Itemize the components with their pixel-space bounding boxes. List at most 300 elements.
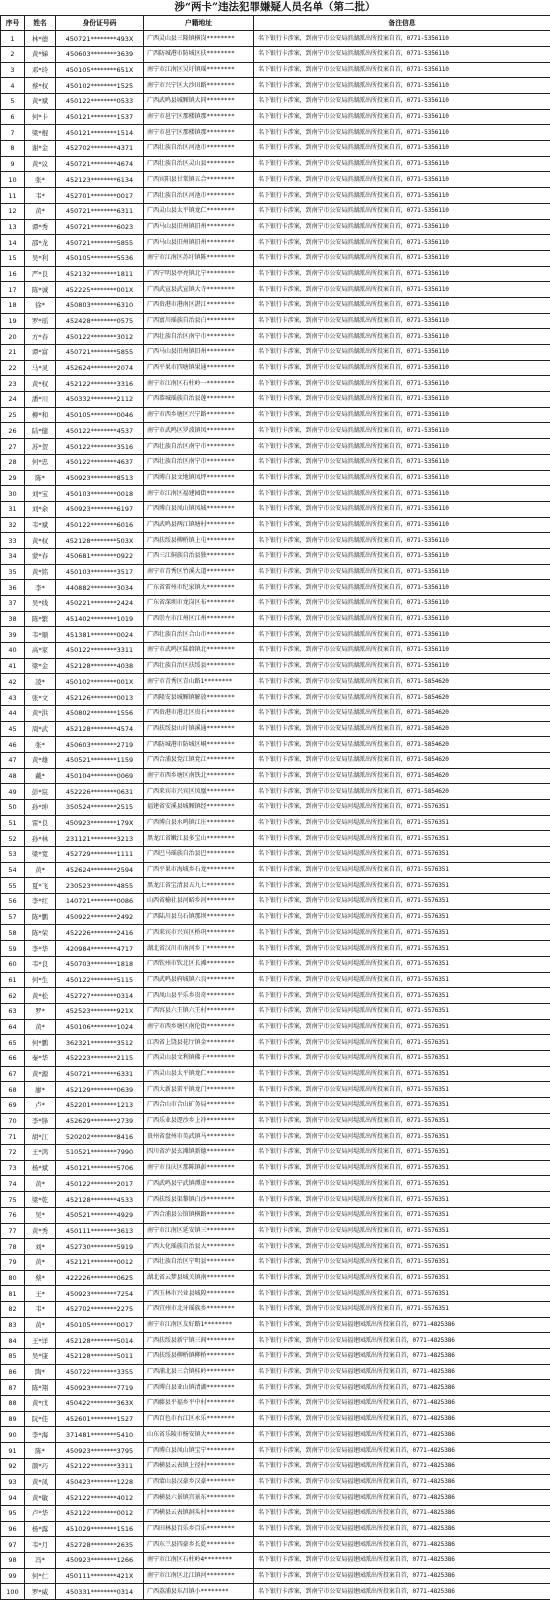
table-row	[1, 360, 550, 376]
cell-id-number: 452226********0631	[56, 784, 144, 800]
cell-address: 广西富川瑶族自治县白********	[144, 313, 254, 329]
cell-note: 名下银行卡涉案，到南宁市公安局河堤派出所投案自首，0771-5576351	[254, 815, 550, 831]
cell-note: 名下银行卡涉案，到南宁市公安局河堤派出所投案自首，0771-5576351	[254, 799, 550, 815]
cell-index: 29	[1, 470, 25, 486]
cell-id-number: 452128********4533	[56, 1192, 144, 1208]
cell-address: 南宁市西乡塘区南伦街********	[144, 1019, 254, 1035]
cell-index: 11	[1, 188, 25, 204]
cell-index: 65	[1, 1035, 25, 1051]
cell-note: 名下银行卡涉案，到南宁市公安局河堤派出所投案自首，0771-5576351	[254, 925, 550, 941]
cell-note: 名下银行卡涉案，到南宁市公安局河堤派出所投案自首，0771-5576351	[254, 1239, 550, 1255]
cell-note: 名下银行卡涉案，到南宁市公安局星湖派出所投案自首，0771-5854620	[254, 705, 550, 721]
cell-name: 梁*金	[25, 658, 56, 674]
cell-address: 广西百色市右江区永乐********	[144, 1411, 254, 1427]
cell-id-number: 231121********3213	[56, 831, 144, 847]
cell-id-number: 450923********7719	[56, 1380, 144, 1396]
table-row	[1, 1427, 550, 1443]
cell-address: 南宁市邕宁区那楼镇那********	[144, 109, 254, 125]
cell-id-number: 450721********6331	[56, 1066, 144, 1082]
table-row	[1, 486, 550, 502]
cell-index: 50	[1, 799, 25, 815]
cell-id-number: 452122********4012	[56, 1490, 144, 1506]
cell-note: 名下银行卡涉案，到南宁市公安局滨湖派出所投案自首，0771-5356110	[254, 172, 550, 188]
cell-id-number: 452122********3311	[56, 1458, 144, 1474]
table-row	[1, 972, 550, 988]
cell-index: 90	[1, 1427, 25, 1443]
cell-note: 名下银行卡涉案，到南宁市公安局滨湖派出所投案自首，0771-5356110	[254, 188, 550, 204]
cell-id-number: 452132********1811	[56, 266, 144, 282]
cell-index: 69	[1, 1098, 25, 1114]
cell-id-number: 451381********0024	[56, 627, 144, 643]
cell-note: 名下银行卡涉案，到南宁市公安局河堤派出所投案自首，0771-5576351	[254, 878, 550, 894]
cell-name: 罗*瑶	[25, 313, 56, 329]
cell-address: 广西玉林市兴业县城隍********	[144, 1286, 254, 1302]
cell-id-number: 450121********1537	[56, 109, 144, 125]
table-row	[1, 1396, 550, 1412]
cell-name: 黄*敏	[25, 1490, 56, 1506]
cell-id-number: 450721********493X	[56, 31, 144, 47]
cell-name: 胡*江	[25, 1129, 56, 1145]
cell-note: 名下银行卡涉案，到南宁市公安局星湖派出所投案自首，0771-5854620	[254, 674, 550, 690]
cell-name: 马*灵	[25, 360, 56, 376]
table-row	[1, 925, 550, 941]
cell-index: 17	[1, 282, 25, 298]
cell-note: 名下银行卡涉案，到南宁市公安局河堤派出所投案自首，0771-5576351	[254, 1035, 550, 1051]
cell-address: 广西贵港市港北区贵石********	[144, 705, 254, 721]
cell-index: 15	[1, 250, 25, 266]
cell-address: 山西省榆社县河峪乡河********	[144, 894, 254, 910]
suspect-list-table	[0, 15, 550, 1600]
table-row	[1, 674, 550, 690]
table-row	[1, 392, 550, 408]
cell-id-number: 450721********6023	[56, 219, 144, 235]
table-row	[1, 439, 550, 455]
cell-note: 名下银行卡涉案，到南宁市公安局滨湖派出所投案自首，0771-5356110	[254, 439, 550, 455]
cell-address: 广西巴马瑶族自治县巴********	[144, 847, 254, 863]
cell-name: 冯*	[25, 1552, 56, 1568]
cell-note: 名下银行卡涉案，到南宁市公安局河堤派出所投案自首，0771-5576351	[254, 972, 550, 988]
cell-note: 名下银行卡涉案，到南宁市公安局河堤派出所投案自首，0771-5576351	[254, 1050, 550, 1066]
cell-address: 广西平果市海城乡石龙********	[144, 862, 254, 878]
table-row	[1, 313, 550, 329]
table-row	[1, 376, 550, 392]
cell-address: 广西博白县亚山镇清湖********	[144, 1380, 254, 1396]
cell-address: 南宁市兴宁区大沙田路********	[144, 78, 254, 94]
cell-name: 黄*	[25, 1317, 56, 1333]
cell-note: 名下银行卡涉案，到南宁市公安局福建园派出所投案自首，0771-4825386	[254, 1317, 550, 1333]
table-row	[1, 1270, 550, 1286]
cell-index: 27	[1, 439, 25, 455]
cell-address: 湖北省云梦县城关镇南********	[144, 1270, 254, 1286]
cell-address: 广西壮族自治区南宁市********	[144, 329, 254, 345]
cell-index: 84	[1, 1333, 25, 1349]
cell-note: 名下银行卡涉案，到南宁市公安局河堤派出所投案自首，0771-5576351	[254, 1223, 550, 1239]
table-row	[1, 956, 550, 972]
cell-id-number: 452727********0314	[56, 988, 144, 1004]
cell-note: 名下银行卡涉案，到南宁市公安局河堤派出所投案自首，0771-5576351	[254, 1003, 550, 1019]
cell-name: 梁*宽	[25, 847, 56, 863]
cell-id-number: 452428********0575	[56, 313, 144, 329]
cell-note: 名下银行卡涉案，到南宁市公安局滨湖派出所投案自首，0771-5356110	[254, 454, 550, 470]
cell-id-number: 450103********0018	[56, 486, 144, 502]
cell-index: 38	[1, 611, 25, 627]
cell-note: 名下银行卡涉案，到南宁市公安局滨湖派出所投案自首，0771-5356110	[254, 564, 550, 580]
cell-note: 名下银行卡涉案，到南宁市公安局滨湖派出所投案自首，0771-5356110	[254, 360, 550, 376]
cell-note: 名下银行卡涉案，到南宁市公安局福建园派出所投案自首，0771-4825386	[254, 1443, 550, 1459]
cell-note: 名下银行卡涉案，到南宁市公安局星湖派出所投案自首，0771-5854620	[254, 737, 550, 753]
table-row	[1, 1458, 550, 1474]
cell-note: 名下银行卡涉案，到南宁市公安局河堤派出所投案自首，0771-5576351	[254, 988, 550, 1004]
cell-index: 59	[1, 941, 25, 957]
cell-id-number: 450681********0922	[56, 548, 144, 564]
cell-id-number: 452123********6134	[56, 172, 144, 188]
cell-address: 广西灵山县文利镇佛子********	[144, 1050, 254, 1066]
cell-address: 广西横县六景镇宫景东********	[144, 1490, 254, 1506]
cell-name: 黄*娣	[25, 46, 56, 62]
table-row	[1, 1349, 550, 1365]
table-row	[1, 423, 550, 439]
table-row	[1, 62, 550, 78]
cell-index: 42	[1, 674, 25, 690]
cell-id-number: 510521********7990	[56, 1145, 144, 1161]
table-row	[1, 1364, 550, 1380]
cell-note: 名下银行卡涉案，到南宁市公安局滨湖派出所投案自首，0771-5356110	[254, 282, 550, 298]
cell-address: 广东省雷州市纪家镇大********	[144, 580, 254, 596]
cell-note: 名下银行卡涉案，到南宁市公安局滨湖派出所投案自首，0771-5356110	[254, 658, 550, 674]
cell-name: 孙*林	[25, 831, 56, 847]
cell-address: 南宁市江南区友好路1********	[144, 1317, 254, 1333]
table-row	[1, 501, 550, 517]
table-row	[1, 1192, 550, 1208]
cell-id-number: 450423********1228	[56, 1474, 144, 1490]
table-row	[1, 1254, 550, 1270]
cell-address: 黑龙江省宝清县五九七********	[144, 878, 254, 894]
cell-index: 24	[1, 392, 25, 408]
cell-id-number: 450122********3516	[56, 439, 144, 455]
cell-address: 广西宾阳县甘棠镇五合********	[144, 172, 254, 188]
cell-note: 名下银行卡涉案，到南宁市公安局滨湖派出所投案自首，0771-5356110	[254, 329, 550, 345]
cell-note: 名下银行卡涉案，到南宁市公安局河堤派出所投案自首，0771-5576351	[254, 1066, 550, 1082]
cell-index: 37	[1, 596, 25, 612]
cell-id-number: 452702********2275	[56, 1301, 144, 1317]
cell-id-number: 450803********6310	[56, 297, 144, 313]
table-row	[1, 1239, 550, 1255]
table-row	[1, 847, 550, 863]
cell-name: 韦*月	[25, 1537, 56, 1553]
table-row	[1, 705, 550, 721]
cell-address: 江西省上饶县花厅镇金********	[144, 1035, 254, 1051]
cell-name: 高*家	[25, 643, 56, 659]
cell-note: 名下银行卡涉案，到南宁市公安局福建园派出所投案自首，0771-4825386	[254, 1333, 550, 1349]
cell-id-number: 450422********363X	[56, 1396, 144, 1412]
cell-note: 名下银行卡涉案，到南宁市公安局河堤派出所投案自首，0771-5576351	[254, 1286, 550, 1302]
cell-note: 名下银行卡涉案，到南宁市公安局福建园派出所投案自首，0771-4825386	[254, 1364, 550, 1380]
cell-address: 南宁市青秀区青山路1********	[144, 674, 254, 690]
cell-name: 黄*凤	[25, 1474, 56, 1490]
cell-note: 名下银行卡涉案，到南宁市公安局滨湖派出所投案自首，0771-5356110	[254, 31, 550, 47]
cell-name: 陈*	[25, 1443, 56, 1459]
cell-name: 黄*松	[25, 988, 56, 1004]
cell-name: 李*海	[25, 1427, 56, 1443]
cell-id-number: 450332********2112	[56, 392, 144, 408]
cell-address: 四川省泸县玄滩镇新德********	[144, 1145, 254, 1161]
cell-note: 名下银行卡涉案，到南宁市公安局滨湖派出所投案自首，0771-5356110	[254, 297, 550, 313]
table-row	[1, 172, 550, 188]
cell-note: 名下银行卡涉案，到南宁市公安局河堤派出所投案自首，0771-5576351	[254, 1145, 550, 1161]
cell-name: 黄*铭	[25, 564, 56, 580]
cell-address: 广西来宾市兴宾区凤凰********	[144, 784, 254, 800]
cell-id-number: 362321********3512	[56, 1035, 144, 1051]
cell-index: 68	[1, 1082, 25, 1098]
cell-address: 南宁市江南区石柱岭一********	[144, 376, 254, 392]
cell-id-number: 450722********3355	[56, 1364, 144, 1380]
table-row	[1, 1145, 550, 1161]
cell-note: 名下银行卡涉案，到南宁市公安局滨湖派出所投案自首，0771-5356110	[254, 250, 550, 266]
cell-id-number: 450521********1159	[56, 752, 144, 768]
cell-id-number: 452629********2739	[56, 1113, 144, 1129]
cell-address: 广西武鸣县城厢镇大同********	[144, 94, 254, 110]
table-row	[1, 533, 550, 549]
table-row	[1, 721, 550, 737]
cell-index: 85	[1, 1349, 25, 1365]
cell-note: 名下银行卡涉案，到南宁市公安局河堤派出所投案自首，0771-5576351	[254, 862, 550, 878]
cell-id-number: 452523********921X	[56, 1003, 144, 1019]
cell-note: 名下银行卡涉案，到南宁市公安局福建园派出所投案自首，0771-4825386	[254, 1521, 550, 1537]
cell-id-number: 450802********1556	[56, 705, 144, 721]
cell-note: 名下银行卡涉案，到南宁市公安局滨湖派出所投案自首，0771-5356110	[254, 533, 550, 549]
table-row	[1, 643, 550, 659]
cell-index: 53	[1, 847, 25, 863]
cell-address: 广西乐业县逻沙乡上冲********	[144, 1113, 254, 1129]
table-row	[1, 831, 550, 847]
cell-index: 72	[1, 1145, 25, 1161]
cell-index: 14	[1, 235, 25, 251]
cell-note: 名下银行卡涉案，到南宁市公安局滨湖派出所投案自首，0771-5356110	[254, 501, 550, 517]
cell-address: 广西防城港市防城区扶********	[144, 46, 254, 62]
cell-note: 名下银行卡涉案，到南宁市公安局河堤派出所投案自首，0771-5576351	[254, 1082, 550, 1098]
table-row	[1, 1019, 550, 1035]
cell-name: 王*鸿	[25, 1145, 56, 1161]
cell-name: 韦*斌	[25, 517, 56, 533]
cell-index: 74	[1, 1176, 25, 1192]
table-row	[1, 1129, 550, 1145]
cell-name: 吴*利	[25, 250, 56, 266]
table-row	[1, 1333, 550, 1349]
cell-id-number: 350524********2515	[56, 799, 144, 815]
table-row	[1, 799, 550, 815]
cell-note: 名下银行卡涉案，到南宁市公安局河堤派出所投案自首，0771-5576351	[254, 831, 550, 847]
cell-address: 广西扶绥县柳桥镇柳桥********	[144, 1349, 254, 1365]
cell-address: 山东省乐陵市杨安镇大********	[144, 1427, 254, 1443]
cell-name: 罗*	[25, 1003, 56, 1019]
document-title: 涉“两卡”违法犯罪嫌疑人员名单（第二批）	[0, 0, 550, 15]
cell-address: 南宁市良庆区那陈镇彭********	[144, 1160, 254, 1176]
table-row	[1, 878, 550, 894]
cell-id-number: 450521********4929	[56, 1207, 144, 1223]
cell-address: 广西扶绥县新宁镇三间********	[144, 1333, 254, 1349]
cell-address: 广西东兰县四豪乡长乾********	[144, 1537, 254, 1553]
cell-note: 名下银行卡涉案，到南宁市公安局滨湖派出所投案自首，0771-5356110	[254, 94, 550, 110]
cell-id-number: 440882********3034	[56, 580, 144, 596]
cell-name: 邓*玲	[25, 62, 56, 78]
cell-address: 广西钦州市钦北区长滩********	[144, 956, 254, 972]
cell-name: 黄*	[25, 1019, 56, 1035]
cell-address: 广西壮族自治区南宁市********	[144, 454, 254, 470]
cell-address: 广西灵山县三隆镇横岗********	[144, 31, 254, 47]
cell-index: 57	[1, 909, 25, 925]
cell-index: 47	[1, 752, 25, 768]
table-row	[1, 250, 550, 266]
cell-address: 广西武鸣县府城镇六良********	[144, 972, 254, 988]
cell-index: 95	[1, 1505, 25, 1521]
cell-id-number: 450122********3311	[56, 643, 144, 659]
cell-note: 名下银行卡涉案，到南宁市公安局滨湖派出所投案自首，0771-5356110	[254, 46, 550, 62]
cell-index: 32	[1, 517, 25, 533]
table-row	[1, 125, 550, 141]
cell-index: 61	[1, 972, 25, 988]
cell-address: 黑龙江省嫩江县多宝山********	[144, 831, 254, 847]
table-row	[1, 1082, 550, 1098]
cell-address: 广西恭城瑶族自治县莲********	[144, 392, 254, 408]
cell-name: 刘*	[25, 1239, 56, 1255]
cell-index: 93	[1, 1474, 25, 1490]
cell-name: 黄*	[25, 862, 56, 878]
table-row	[1, 1411, 550, 1427]
cell-id-number: 450111********3613	[56, 1223, 144, 1239]
table-row	[1, 1521, 550, 1537]
cell-name: 张*文	[25, 690, 56, 706]
cell-name: 李*锋	[25, 1113, 56, 1129]
cell-index: 40	[1, 643, 25, 659]
cell-id-number: 450122********4537	[56, 423, 144, 439]
cell-note: 名下银行卡涉案，到南宁市公安局河堤派出所投案自首，0771-5576351	[254, 1019, 550, 1035]
cell-name: 韦*	[25, 1301, 56, 1317]
cell-address: 广西马山县旧州镇旧州********	[144, 235, 254, 251]
cell-index: 30	[1, 486, 25, 502]
cell-index: 67	[1, 1066, 25, 1082]
cell-index: 1	[1, 31, 25, 47]
cell-name: 刘*宝	[25, 486, 56, 502]
cell-address: 广西横县云表镇上径村********	[144, 1458, 254, 1474]
col-header-id: 身份证号码	[56, 16, 144, 31]
cell-address: 广西宜州市北牙瑶族乡********	[144, 1301, 254, 1317]
cell-note: 名下银行卡涉案，到南宁市公安局福建园派出所投案自首，0771-4825386	[254, 1537, 550, 1553]
cell-address: 南宁市江南区福建园街********	[144, 486, 254, 502]
cell-name: 戴*	[25, 768, 56, 784]
cell-index: 45	[1, 721, 25, 737]
cell-name: 何*鹏	[25, 1035, 56, 1051]
cell-index: 56	[1, 894, 25, 910]
cell-note: 名下银行卡涉案，到南宁市公安局福建园派出所投案自首，0771-4825386	[254, 1411, 550, 1427]
cell-note: 名下银行卡涉案，到南宁市公安局星湖派出所投案自首，0771-5854620	[254, 784, 550, 800]
cell-address: 广西壮族自治区河池市********	[144, 141, 254, 157]
cell-id-number: 450923********6197	[56, 501, 144, 517]
cell-note: 名下银行卡涉案，到南宁市公安局滨湖派出所投案自首，0771-5356110	[254, 407, 550, 423]
cell-name: 陈*诚	[25, 282, 56, 298]
cell-id-number: 452126********0013	[56, 690, 144, 706]
cell-index: 63	[1, 1003, 25, 1019]
cell-id-number: 450603********3639	[56, 46, 144, 62]
cell-id-number: 452624********2074	[56, 360, 144, 376]
cell-address: 广西博白县水鸣镇江庄********	[144, 815, 254, 831]
cell-id-number: 452128********5014	[56, 1333, 144, 1349]
cell-address: 广西扶绥县渠黎镇白沙********	[144, 1192, 254, 1208]
cell-name: 陈*荣	[25, 925, 56, 941]
cell-id-number: 452702********4371	[56, 141, 144, 157]
cell-name: 谭*富	[25, 345, 56, 361]
table-row	[1, 988, 550, 1004]
cell-id-number: 450122********5115	[56, 972, 144, 988]
table-row	[1, 407, 550, 423]
col-header-name: 姓名	[25, 16, 56, 31]
cell-name: 李*华	[25, 941, 56, 957]
cell-name: 杨*露	[25, 1521, 56, 1537]
cell-note: 名下银行卡涉案，到南宁市公安局福建园派出所投案自首，0771-4825386	[254, 1349, 550, 1365]
table-row	[1, 737, 550, 753]
cell-name: 张*	[25, 737, 56, 753]
cell-note: 名下银行卡涉案，到南宁市公安局河堤派出所投案自首，0771-5576351	[254, 1160, 550, 1176]
cell-note: 名下银行卡涉案，到南宁市公安局河堤派出所投案自首，0771-5576351	[254, 1270, 550, 1286]
cell-note: 名下银行卡涉案，到南宁市公安局河堤派出所投案自首，0771-5576351	[254, 909, 550, 925]
cell-address: 福建省安溪县城厢镇经********	[144, 799, 254, 815]
cell-note: 名下银行卡涉案，到南宁市公安局滨湖派出所投案自首，0771-5356110	[254, 611, 550, 627]
table-row	[1, 266, 550, 282]
cell-name: 李*	[25, 580, 56, 596]
cell-name: 杨*斌	[25, 1160, 56, 1176]
cell-note: 名下银行卡涉案，到南宁市公安局滨湖派出所投案自首，0771-5356110	[254, 345, 550, 361]
cell-note: 名下银行卡涉案，到南宁市公安局滨湖派出所投案自首，0771-5356110	[254, 627, 550, 643]
cell-id-number: 452730********5919	[56, 1239, 144, 1255]
cell-note: 名下银行卡涉案，到南宁市公安局滨湖派出所投案自首，0771-5356110	[254, 203, 550, 219]
table-row	[1, 1176, 550, 1192]
cell-index: 16	[1, 266, 25, 282]
cell-index: 39	[1, 627, 25, 643]
cell-index: 22	[1, 360, 25, 376]
cell-note: 名下银行卡涉案，到南宁市公安局河堤派出所投案自首，0771-5576351	[254, 1301, 550, 1317]
cell-name: 王*详	[25, 1333, 56, 1349]
cell-id-number: 452223********2115	[56, 1050, 144, 1066]
cell-address: 南宁市西乡塘区兴宁路********	[144, 407, 254, 423]
cell-note: 名下银行卡涉案，到南宁市公安局河堤派出所投案自首，0771-5576351	[254, 1129, 550, 1145]
cell-id-number: 452624********2594	[56, 862, 144, 878]
cell-index: 86	[1, 1364, 25, 1380]
cell-id-number: 452128********4038	[56, 658, 144, 674]
table-row	[1, 297, 550, 313]
cell-name: 刘*余	[25, 501, 56, 517]
cell-id-number: 452226********2416	[56, 925, 144, 941]
cell-note: 名下银行卡涉案，到南宁市公安局福建园派出所投案自首，0771-4825386	[254, 1458, 550, 1474]
cell-address: 广西武宣县武宣镇大寺********	[144, 282, 254, 298]
table-row	[1, 1537, 550, 1553]
cell-note: 名下银行卡涉案，到南宁市公安局滨湖派出所投案自首，0771-5356110	[254, 517, 550, 533]
cell-index: 6	[1, 109, 25, 125]
cell-id-number: 452128********5011	[56, 1349, 144, 1365]
table-row	[1, 1098, 550, 1114]
cell-name: 卢*华	[25, 1505, 56, 1521]
cell-id-number: 450122********6016	[56, 517, 144, 533]
table-row	[1, 1443, 550, 1459]
table-row	[1, 862, 550, 878]
cell-note: 名下银行卡涉案，到南宁市公安局滨湖派出所投案自首，0771-5356110	[254, 376, 550, 392]
cell-id-number: 450721********4674	[56, 156, 144, 172]
cell-address: 广西博白县凤山镇凤城********	[144, 501, 254, 517]
cell-id-number: 450111********421X	[56, 1568, 144, 1584]
cell-note: 名下银行卡涉案，到南宁市公安局福建园派出所投案自首，0771-4825386	[254, 1396, 550, 1412]
cell-index: 94	[1, 1490, 25, 1506]
cell-index: 10	[1, 172, 25, 188]
cell-name: 卢*	[25, 1098, 56, 1114]
cell-note: 名下银行卡涉案，到南宁市公安局福建园派出所投案自首，0771-4825386	[254, 1474, 550, 1490]
